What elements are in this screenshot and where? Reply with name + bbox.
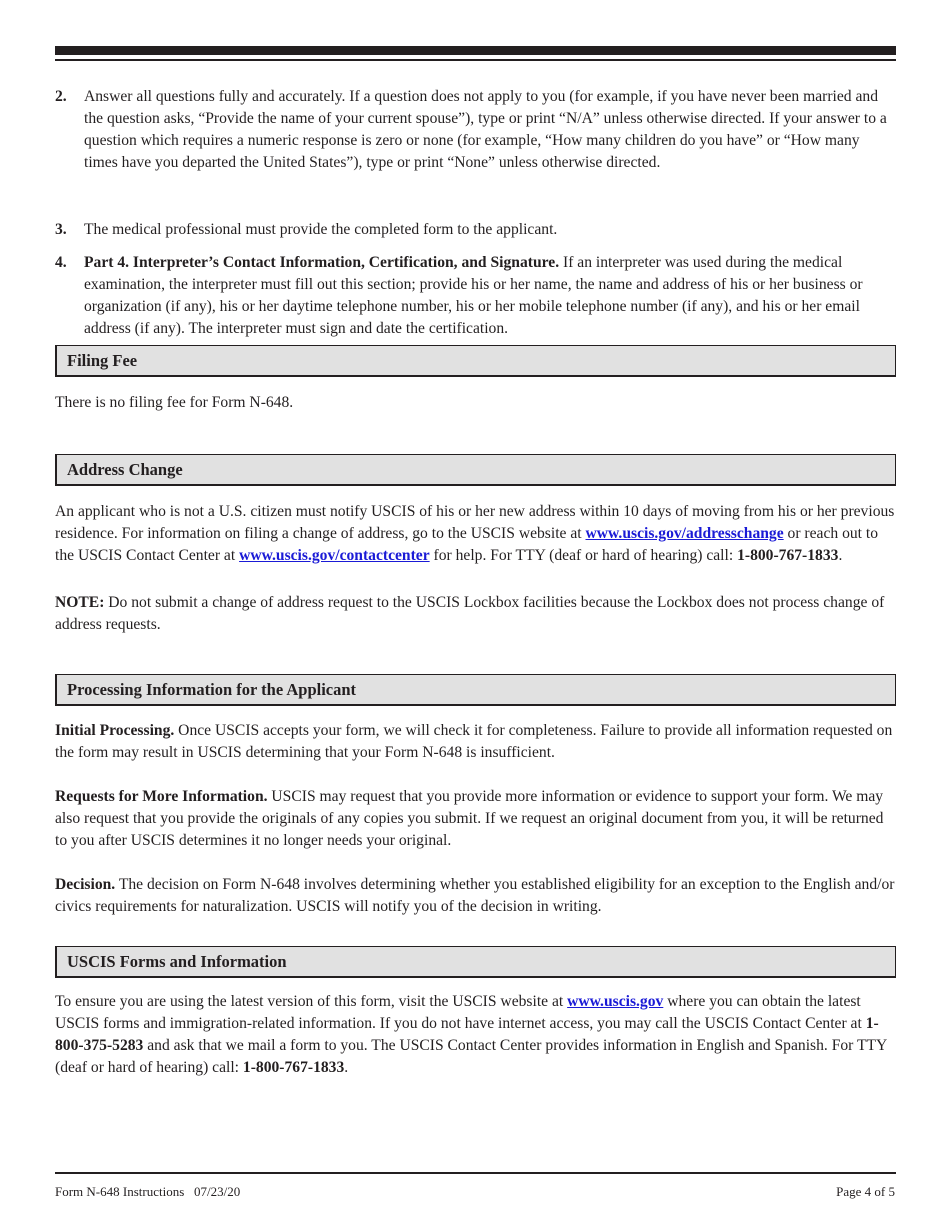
contact-center-link[interactable]: www.uscis.gov/contactcenter: [239, 547, 430, 564]
paragraph-text: USCIS may request that you provide more information or evidence to support your form. We may also request that you provide the originals of any copies you submit. If we request an original document from you, it will be returned to you after USCIS determines it no longer needs your original.: [55, 788, 884, 849]
text: or reach out to the USCIS Contact Center at: [55, 525, 879, 564]
paragraph-text: The decision on Form N-648 involves determining whether you established eligibility for an exception to the English and/or civics requirements for naturalization. USCIS will notify you of the decision in writing.: [55, 876, 895, 915]
tty-number: 1-800-767-1833: [737, 547, 839, 564]
instruction-item-3: [55, 219, 895, 241]
address-change-link[interactable]: www.uscis.gov/addresschange: [585, 525, 784, 542]
text: for help. For TTY (deaf or hard of hearing) call:: [429, 547, 738, 564]
item-heading: Part 4. Interpreter’s Contact Information, Certification, and Signature.: [84, 254, 560, 271]
text: and ask that we mail a form to you. The USCIS Contact Center provides information in English and Spanish. For TTY (deaf or hard of hearing) call:: [55, 1037, 887, 1076]
tty-number: 1-800-767-1833: [242, 1059, 345, 1076]
decision-paragraph: [55, 874, 895, 918]
instruction-item-2: [55, 86, 895, 174]
initial-processing-paragraph: [55, 720, 895, 764]
section-header-forms-info: USCIS Forms and Information: [55, 946, 896, 978]
section-header-processing: Processing Information for the Applicant: [55, 674, 896, 706]
footer-form-id: Form N-648 Instructions 07/23/20: [55, 1184, 241, 1199]
item-text: If an interpreter was used during the medical examination, the interpreter must fill out this section; provide his or her name, the name and address of his or her business or organization (if any), his or her daytime telephone number, his or her mobile telephone number (if any), and his or her email address (if any). The interpreter must sign and date the certification.: [84, 254, 863, 337]
address-change-note: [55, 592, 895, 636]
footer-page-number: Page 4 of 5: [836, 1184, 895, 1199]
header-rule-thin: [55, 59, 896, 61]
filing-fee-text: There is no filing fee for Form N-648.: [55, 394, 294, 411]
section-header-filing-fee: Filing Fee: [55, 345, 896, 377]
text: An applicant who is not a U.S. citizen must notify USCIS of his or her new address within 10 days of moving from his or her previous residence. For information on filing a change of address, go to the USCIS website at: [55, 503, 895, 542]
contact-center-number: 1-800-375-5283: [55, 1015, 879, 1054]
section-header-address-change: Address Change: [55, 454, 896, 486]
text: .: [838, 547, 843, 564]
paragraph-label: Decision.: [55, 876, 116, 893]
uscis-website-link[interactable]: www.uscis.gov: [567, 993, 664, 1010]
requests-more-info-paragraph: [55, 786, 895, 852]
note-text: Do not submit a change of address request to the USCIS Lockbox facilities because the Lockbox does not process change of address requests.: [55, 594, 885, 633]
text: .: [344, 1059, 349, 1076]
forms-info-paragraph: [55, 991, 895, 1079]
paragraph-label: Initial Processing.: [55, 722, 175, 739]
item-number: 4.: [55, 254, 67, 271]
text: To ensure you are using the latest version of this form, visit the USCIS website at: [55, 993, 568, 1010]
footer-rule: [55, 1172, 896, 1174]
item-text: The medical professional must provide the completed form to the applicant.: [84, 221, 558, 238]
item-number: 2.: [55, 88, 67, 105]
item-number: 3.: [55, 221, 67, 238]
note-label: NOTE:: [55, 594, 105, 611]
paragraph-label: Requests for More Information.: [55, 788, 268, 805]
header-rule-thick: [55, 46, 896, 55]
address-change-paragraph: [55, 501, 895, 567]
instruction-item-4: [55, 252, 895, 340]
paragraph-text: Once USCIS accepts your form, we will check it for completeness. Failure to provide all information requested on the form may result in USCIS determining that your Form N-648 is insufficient.: [55, 722, 893, 761]
text: where you can obtain the latest USCIS forms and immigration-related information. If you do not have internet access, you may call the USCIS Contact Center at: [55, 993, 866, 1032]
item-text: Answer all questions fully and accurately. If a question does not apply to you (for example, if you have never been married and the question asks, “Provide the name of your current spouse”), type or print “N/A” unless otherwise directed. If your answer to a question which requires a numeric response is zero or none (for example, “How many children do you have” or “How many times have you departed the United States”), type or print “None” unless otherwise directed.: [84, 88, 887, 171]
